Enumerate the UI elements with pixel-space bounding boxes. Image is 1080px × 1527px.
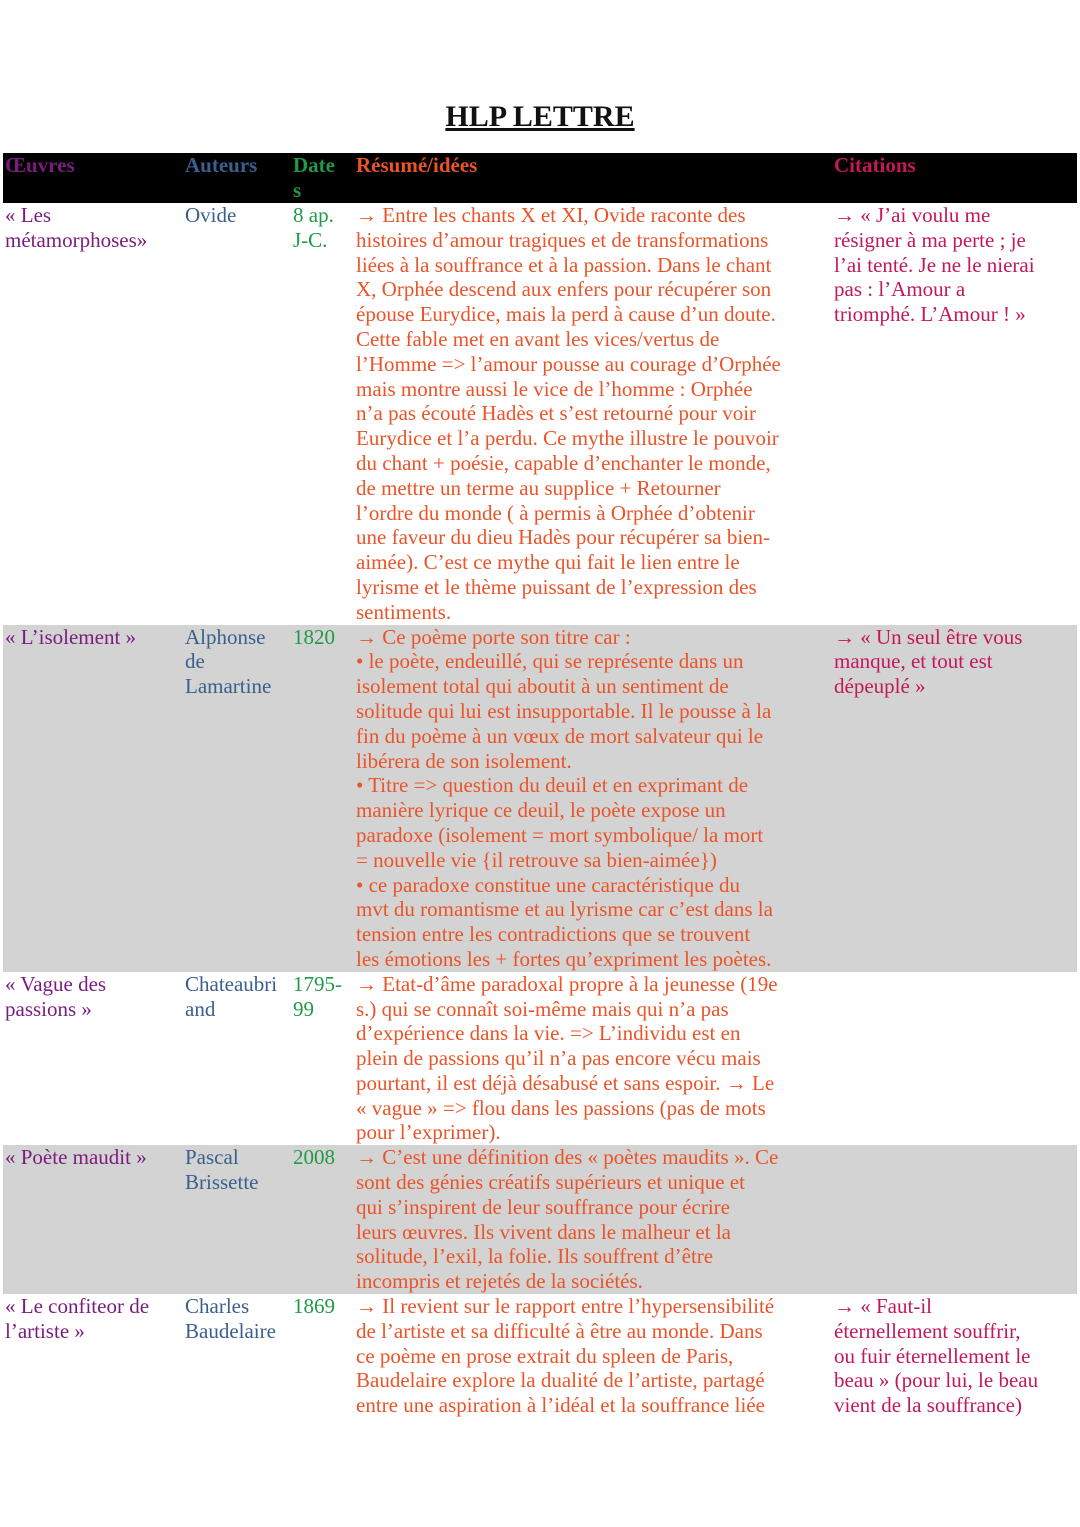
table-row <box>3 1145 1077 1294</box>
cell-date: 1820 <box>291 625 354 972</box>
cell-auteur: Chateaubri and <box>185 971 278 1021</box>
cell-citation <box>832 972 1077 1146</box>
table-header-row <box>3 153 1077 203</box>
cell-citation: → « Faut-il éternellement souffrir, ou fuir éternellement le beau » (pour lui, le beau vient de la souffrance) <box>834 1294 1039 1418</box>
cell-resume: → Entre les chants X et XI, Ovide raconte des histoires d’amour tragiques et de transformations liées à la souffrance et à la passion. Dans le chant X, Orphée descend aux enfers pour récupérer son épouse Eurydice, mais la perd à cause d’un doute. Cette fable met en avant les vices/vertus de l’Homme => l’amour pousse au courage d’Orphée mais montre aussi le vice de l’homme : Orphée n’a pas écouté Hadès et s’est retourné pour voir Eurydice et l’a perdu. Ce mythe illustre le pouvoir du chant + poésie, capable d’enchanter le monde, de mettre un terme au supplice + Retourner l’ordre du monde ( à permis à Orphée d’obtenir une faveur du dieu Hadès pour récupérer sa bien- aimée). C’est ce mythe qui fait le lien entre le lyrisme et le thème puissant de l’expression des sentiments. <box>356 203 781 624</box>
header-auteurs: Auteurs <box>183 153 291 203</box>
cell-citation: → « Un seul être vous manque, et tout est dépeuplé » <box>832 625 1077 972</box>
cell-date: 2008 <box>291 1145 354 1294</box>
cell-resume: → C’est une définition des « poètes maudits ». Ce sont des génies créatifs supérieurs et unique et qui s’inspirent de leur souffrance pour écrire leurs œuvres. Ils vivent dans le malheur et la solitude, l’exil, la folie. Ils souffrent d’être incompris et rejetés de la sociétés. <box>354 1145 832 1294</box>
cell-auteur: Ovide <box>185 203 237 227</box>
table-row <box>3 972 1077 1146</box>
works-table <box>3 153 1077 1418</box>
header-dates: Date s <box>291 153 354 203</box>
table-row <box>3 1294 1077 1418</box>
cell-oeuvre: « L’isolement » <box>3 625 183 972</box>
table-row <box>3 203 1077 625</box>
page-title: HLP LETTRE <box>445 100 635 133</box>
cell-resume: → Ce poème porte son titre car : • le poète, endeuillé, qui se représente dans un isolement total qui aboutit à un sentiment de solitude qui lui est insupportable. Il le pousse à la fin du poème à un vœux de mort salvateur qui le libérera de son isolement. • Titre => question du deuil et en exprimant de manière lyrique ce deuil, le poète expose un paradoxe (isolement = mort symbolique/ la mort = nouvelle vie {il retrouve sa bien-aimée}) • ce paradoxe constitue une caractéristique du mvt du romantisme et au lyrisme car c’est dans la tension entre les contradictions que se trouvent les émotions les + fortes qu’expriment les poètes. <box>354 625 832 972</box>
cell-oeuvre: « Le confiteor de l’artiste » <box>5 1294 150 1343</box>
cell-auteur: Pascal Brissette <box>183 1145 291 1294</box>
cell-date: 1869 <box>293 1294 335 1319</box>
cell-auteur: Charles Baudelaire <box>185 1294 276 1343</box>
header-oeuvres: Œuvres <box>3 153 183 203</box>
cell-date: 8 ap. J-C. <box>293 203 334 252</box>
cell-citation: → « J’ai voulu me résigner à ma perte ; je l’ai tenté. Je ne le nierai pas : l’Amour a triomphé. L’Amour ! » <box>834 203 1035 327</box>
cell-citation <box>832 1145 1077 1294</box>
cell-resume: → Il revient sur le rapport entre l’hypersensibilité de l’artiste et sa difficulté à être au monde. Dans ce poème en prose extrait du spleen de Paris, Baudelaire explore la dualité de l’artiste, partagé entre une aspiration à l’idéal et la souffrance liée <box>356 1294 775 1418</box>
header-resume: Résumé/idées <box>354 153 832 203</box>
table-row <box>3 625 1077 972</box>
cell-oeuvre: « Vague des passions » <box>5 971 107 1021</box>
cell-resume: → Etat-d’âme paradoxal propre à la jeunesse (19e s.) qui se connaît soi-même mais qui n’a pas d’expérience dans la vie. => L’individu est en plein de passions qu’il n’a pas encore vécu mais pourtant, il est déjà désabusé et sans espoir. → Le « vague » => flou dans les passions (pas de mots pour l’exprimer). <box>356 971 778 1145</box>
header-citations: Citations <box>832 153 1077 203</box>
cell-oeuvre: « Les métamorphoses» <box>5 203 148 252</box>
cell-date: 1795- 99 <box>293 971 342 1021</box>
cell-oeuvre: « Poète maudit » <box>3 1145 183 1294</box>
cell-auteur: Alphonse de Lamartine <box>183 625 291 972</box>
